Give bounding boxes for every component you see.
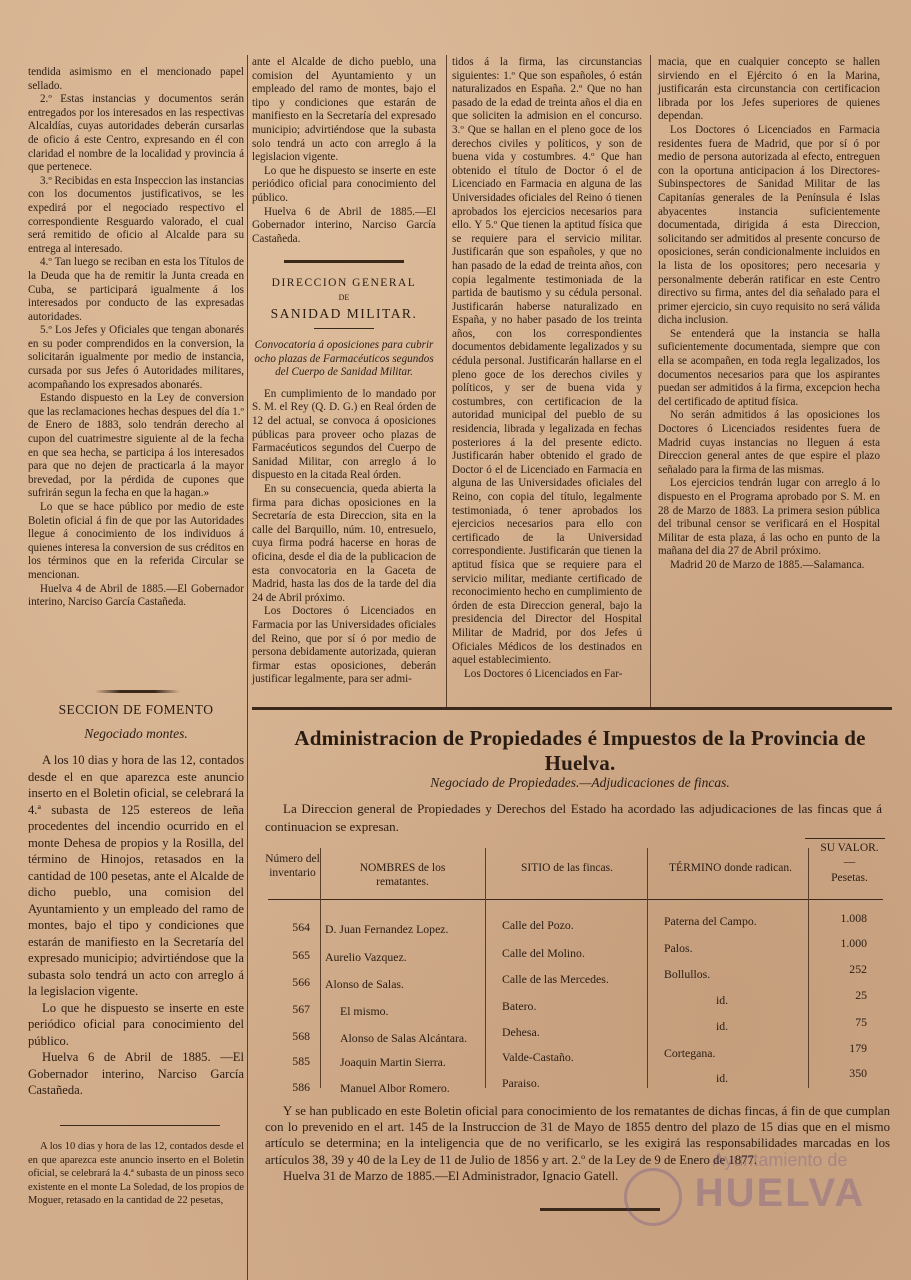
paragraph: A los 10 dias y hora de las 12, contados desde el en que aparezca este anuncio inserto en el Boletin oficial, se celebrará la 4.ª subasta de 125 estereos de leña procedentes del incendio ocurrido en el monte Dehesa de propios y la Rosilla, del término de Hinojos, retasados en la cantidad de 100 pesetas, ante el Alcalde de dicho pueblo, una comision del Ayuntamiento y un empleado del ramo de montes, bajo el tipo y condiciones que estarán de manifiesto en la Secretaría del expresado municipio; advirtiéndose que la subasta solo tendrá un acto con arreglo á la legislacion vigente.	[28, 753, 244, 998]
paragraph: No serán admitidos á las oposiciones los Doctores ó Licenciados residentes fuera de Madrid cuyas instancias no lleguen á esta Direccion general antes de que espire el plazo señalado para la firma de las mismas.	[658, 409, 880, 476]
table-cell-sitio: Calle del Molino.	[502, 946, 585, 960]
paragraph: tidos á la firma, las circunstancias siguientes: 1.º Que son españoles, ó están naturalizados en España. 2.º Que no han pasado de la edad de treinta años el dia en que soliciten la admision en el concurso. 3.º Que se hallan en el pleno goce de los derechos civiles y políticos, y son de buena vida y costumbres. 4.º Que han obtenido el título de Doctor ó el de Licenciado en Farmacia en alguna de las Universidades oficiales del Reino ó tienen aprobados los ejercicios necesarios para ello. Y 5.º Que tienen la aptitud física que se requiere para el servicio militar. Justificarán que son españoles, y que no han pasado de la edad de treinta años, con copia legalmente testimoniada de la partida de bautismo y su cédula personal. Justificarán haberse naturalizado en España, y no haber pasado de los treinta años, con los correspondientes documentos debidamente legalizados y su cédula personal. Justificarán hallarse en el pleno goce de los derechos civiles y políticos, y ser de buena vida y costumbres, con certificacion de la autoridad municipal del pueblo de su residencia, librada y legalizada en fechas posteriores á la del presente edicto. Justificarán haber obtenido el grado de Doctor ó el de Licenciado en Farmacia en alguna de las Universidades oficiales del Reino, con copia del título, legalmente testimoniada, ó tener aprobados los ejercicios necesarios para ello con certificado de la Universidad correspondiente. Justificarán que tienen la aptitud física que se requiere para el servicio militar, mediante certificado de reconocimiento hecho en cumplimiento de órden de esta Direccion general, bajo la presidencia del Director del Hospital Militar de Madrid, por dos Jefes ú Oficiales Médicos de los destinados en aquel establecimiento.	[452, 56, 642, 667]
table-cell-sitio: Dehesa.	[502, 1025, 540, 1039]
table-cell-termino: id.	[716, 1071, 729, 1085]
paragraph: Los ejercicios tendrán lugar con arreglo á lo dispuesto en el Programa aprobado por S. M. en 28 de Marzo de 1883. La primera sesion pública del tribunal censor se verificará en el Hospital Militar de esta plaza, á las ocho en punto de la mañana del dia 27 de Abril próximo.	[658, 477, 880, 558]
table-rule	[647, 848, 648, 1088]
section-subheading: Negociado montes.	[84, 726, 188, 741]
paragraph: En su consecuencia, queda abierta la firma para dichas oposiciones en la Secretaría de esta Direccion, sita en la calle del Barquillo, núm. 10, entresuelo, cuya firma podrá hacerse en horas de oficina, desde el dia de la publicacion de esta convocatoria en la Gaceta de Madrid, hasta las dos de la tarde del dia 24 de Abril próximo.	[252, 483, 436, 604]
table-cell-valor: 75	[855, 1015, 867, 1029]
watermark-line-2: HUELVA	[694, 1171, 866, 1215]
watermark-line-1: Ayuntamiento de	[712, 1150, 848, 1170]
direccion-heading: DIRECCION GENERAL	[271, 277, 417, 290]
convocatoria-title: Convocatoria á oposiciones para cubrir ocho plazas de Farmacéuticos segundos del Cuerpo de Sanidad Militar.	[254, 339, 434, 379]
table-cell-valor: 350	[849, 1066, 867, 1080]
table-cell-num: 564	[292, 920, 310, 934]
paragraph: 5.º Los Jefes y Oficiales que tengan abonarés en su poder comprendidos en la conversion, la solicitarán igualmente por medio de instancia, cursada por sus Jefes ó Autoridades militares, acompañando los expresados abonarés.	[28, 324, 244, 391]
paragraph: Los Doctores ó Licenciados en Farmacia por las Universidades oficiales del Reino, que por sí ó por medio de persona debidamente autorizada, quieran firmar estas oposiciones, deberán justificar legalmente, para ser admi-	[252, 605, 436, 686]
paragraph: Y se han publicado en este Boletin oficial para conocimiento de los rematantes de dichas fincas, á fin de que cumplan con lo prevenido en el art. 145 de la Instruccion de 31 de Mayo de 1855 dentro del plazo de 15 dias que en el mismo artículo se determina; en la inteligencia que de no verificarlo, se les exigirá las responsabilidades marcadas en los artículos 38, 39 y 40 de la Ley de 11 de Julio de 1856 y art. 2.º de la Ley de 9 de Enero de 1877.	[265, 1104, 890, 1167]
table-cell-num: 565	[292, 948, 310, 962]
table-cell-nombre: El mismo.	[340, 1004, 389, 1018]
column-rule	[446, 55, 447, 707]
table-cell-valor: 179	[849, 1041, 867, 1055]
divider	[60, 1125, 220, 1126]
watermark-stamp	[680, 1150, 880, 1216]
table-cell-valor: 252	[849, 962, 867, 976]
paragraph: Lo que he dispuesto se inserte en este periódico oficial para conocimiento del público.	[28, 1000, 244, 1048]
direccion-heading-de: DE	[338, 292, 350, 302]
column-2	[252, 56, 436, 687]
table-cell-sitio: Batero.	[502, 999, 537, 1013]
paragraph: Se entenderá que la instancia se halla suficientemente documentada, siempre que con ella se acompañen, en toda regla legalizados, los documentos necesarios para que los aspirantes puedan ser admitidos á la firma, excepcion hecha del certificado de aptitud física.	[658, 327, 880, 408]
paragraph: tendida asimismo en el mencionado papel sellado.	[28, 66, 244, 92]
column-header-valor-dash: —	[843, 856, 856, 868]
column-header-valor-top: SU VALOR.	[820, 842, 879, 854]
administracion-subtitle: Negociado de Propiedades.—Adjudicaciones de fincas.	[430, 775, 730, 790]
table-rule	[805, 838, 885, 839]
column-header-termino: TÉRMINO donde radican.	[669, 862, 792, 874]
paragraph: 2.º Estas instancias y documentos serán entregados por los interesados en las respectivas Alcaldías, cuyas autoridades deberán cursarlas de oficio á este Centro, expresando en él con claridad el nombre de la localidad y provincia á que pertenece.	[28, 93, 244, 174]
paragraph: macia, que en cualquier concepto se hallen sirviendo en el Ejército ó en la Marina, justificarán esta circunstancia con certificacion librada por los Jefes superiores de quienes dependan.	[658, 56, 880, 123]
table-cell-sitio: Calle del Pozo.	[502, 918, 574, 932]
table-cell-nombre: Manuel Albor Romero.	[340, 1081, 450, 1095]
column-3	[452, 56, 642, 681]
table-rule	[320, 848, 321, 1088]
divider	[314, 328, 374, 329]
table-cell-termino: Paterna del Campo.	[664, 914, 757, 928]
column-header-nombres: NOMBRES de los rematantes.	[359, 862, 446, 888]
table-cell-num: 567	[292, 1002, 310, 1016]
table-cell-valor: 1.000	[840, 936, 867, 950]
table-cell-nombre: Alonso de Salas Alcántara.	[340, 1031, 468, 1045]
table-cell-termino: id.	[716, 1019, 729, 1033]
divider	[284, 260, 404, 263]
column-header-numero: Número del inventario	[265, 853, 320, 879]
table-rule	[268, 899, 883, 900]
paragraph: Lo que he dispuesto se inserte en este periódico oficial para conocimiento del público.	[252, 164, 436, 204]
paragraph: La Direccion general de Propiedades y Derechos del Estado ha acordado las adjudicaciones de las fincas que á continuacion se expresan.	[265, 801, 882, 834]
fomento-second-notice	[28, 1140, 244, 1208]
paragraph: Estando dispuesto en la Ley de conversion que las reclamaciones hechas despues del día 1.º de Enero de 1883, solo tendrán derecho al cupon del cuatrimestre siguiente al de la fecha en que sea hecha, se participa á los interesados para que no dejen de practicarla á la mayor brevedad, por la pérdida de cupones que sufrirán segun la fecha en que la hagan.»	[28, 392, 244, 500]
table-cell-valor: 25	[855, 988, 867, 1002]
paragraph: Huelva 4 de Abril de 1885.—El Gobernador interino, Narciso García Castañeda.	[28, 582, 244, 609]
table-rule	[485, 848, 486, 1088]
signature-line: Huelva 31 de Marzo de 1885.—El Administrador, Ignacio Gatell.	[283, 1168, 619, 1183]
paragraph: Lo que se hace público por medio de este Boletin oficial á fin de que por las Autoridades llegue á conocimiento de los individuos á quienes interesa la conversion de sus créditos en los términos que en la referida Circular se mencionan.	[28, 501, 244, 581]
table-cell-nombre: Alonso de Salas.	[325, 977, 404, 991]
column-rule	[650, 55, 651, 707]
administracion-title: Administracion de Propiedades é Impuestos de la Provincia de Huelva.	[294, 726, 866, 775]
column-rule	[247, 55, 248, 1280]
table-cell-termino: id.	[716, 993, 729, 1007]
table-cell-termino: Bollullos.	[664, 967, 711, 981]
sanidad-militar-heading: SANIDAD MILITAR.	[270, 305, 418, 321]
table-cell-termino: Cortegana.	[664, 1046, 716, 1060]
paragraph: Los Doctores ó Licenciados en Far-	[464, 667, 623, 680]
table-cell-valor: 1.008	[840, 911, 867, 925]
column-header-valor: Pesetas.	[831, 872, 868, 884]
paragraph: ante el Alcalde de dicho pueblo, una comision del Ayuntamiento y un empleado del ramo de montes, bajo el tipo y condiciones que estarán de manifiesto en la Secretaría del expresado municipio; advirtiéndose que la subasta solo tendrá un acto con arreglo á la legislacion vigente.	[252, 56, 436, 164]
administracion-intro	[265, 800, 882, 835]
column-4	[658, 56, 880, 573]
paragraph: 4.º Tan luego se reciban en esta los Títulos de la Deuda que ha de remitir la Junta creada en Cuba, se participará igualmente á los interesados por conducto de las expresadas autoridades.	[28, 256, 244, 323]
column-header-sitio: SITIO de las fincas.	[521, 862, 613, 874]
table-cell-num: 566	[292, 975, 310, 989]
table-cell-nombre: D. Juan Fernandez Lopez.	[325, 922, 449, 936]
table-cell-termino: Palos.	[664, 941, 693, 955]
table-cell-nombre: Joaquin Martin Sierra.	[340, 1055, 446, 1069]
table-cell-sitio: Calle de las Mercedes.	[502, 972, 609, 986]
table-cell-sitio: Valde-Castaño.	[502, 1050, 574, 1064]
paragraph: En cumplimiento de lo mandado por S. M. el Rey (Q. D. G.) en Real órden de 12 del actual, se convoca á oposiciones públicas para proveer ocho plazas de Farmacéuticos segundos del Cuerpo de Sanidad Militar, con arreglo á lo dispuesto en la citada Real órden.	[252, 387, 436, 482]
column-1	[28, 66, 244, 610]
section-rule	[252, 707, 892, 710]
seccion-fomento	[28, 702, 244, 1099]
paragraph: 3.º Recibidas en esta Inspeccion las instancias con los documentos justificativos, se les expedirá por el negociado respectivo el correspondiente Resguardo valorado, el cual será remitido de oficio al Alcalde para su entrega al interesado.	[28, 174, 244, 255]
table-cell-nombre: Aurelio Vazquez.	[325, 950, 407, 964]
paragraph: Los Doctores ó Licenciados en Farmacia residentes fuera de Madrid, que por sí ó por medio de persona autorizada al efecto, entreguen con la oportuna anticipacion á los Directores-Subinspectores de Sanidad Militar de las Capitanías generales de la Península é Islas abyacentes instancia suficientemente documentada, dirigida á esta Direccion, solicitando ser admitidos al presente concurso de oposiciones, serán condicionalmente incluidos en la lista de los opositores; pero necesaria y personalmente deberán ratificar en este Centro directivo su firma, antes del dia señalado para el primer ejercicio, sin cuyo requisito no será válida dicha inclusion.	[658, 123, 880, 327]
paragraph: Madrid 20 de Marzo de 1885.—Salamanca.	[670, 558, 865, 571]
seal-icon	[624, 1168, 682, 1226]
paragraph: Huelva 6 de Abril de 1885.—El Gobernador interino, Narciso García Castañeda.	[252, 205, 436, 245]
section-heading: SECCION DE FOMENTO	[58, 702, 214, 717]
paragraph: A los 10 dias y hora de las 12, contados desde el en que aparezca este anuncio inserto en el Boletin oficial, se celebrará la 4.ª subasta de un pinoss seco existente en el monte La Soledad, de los propios de Moguer, retasado en la cantidad de 22 pesetas,	[28, 1141, 244, 1206]
paragraph: Huelva 6 de Abril de 1885. —El Gobernador interino, Narciso García Castañeda.	[28, 1050, 244, 1097]
section-divider	[95, 690, 180, 693]
table-rule	[808, 848, 809, 1088]
table-cell-sitio: Paraiso.	[502, 1076, 540, 1090]
table-cell-num: 585	[292, 1054, 310, 1068]
table-cell-num: 568	[292, 1029, 310, 1043]
table-cell-num: 586	[292, 1080, 310, 1094]
